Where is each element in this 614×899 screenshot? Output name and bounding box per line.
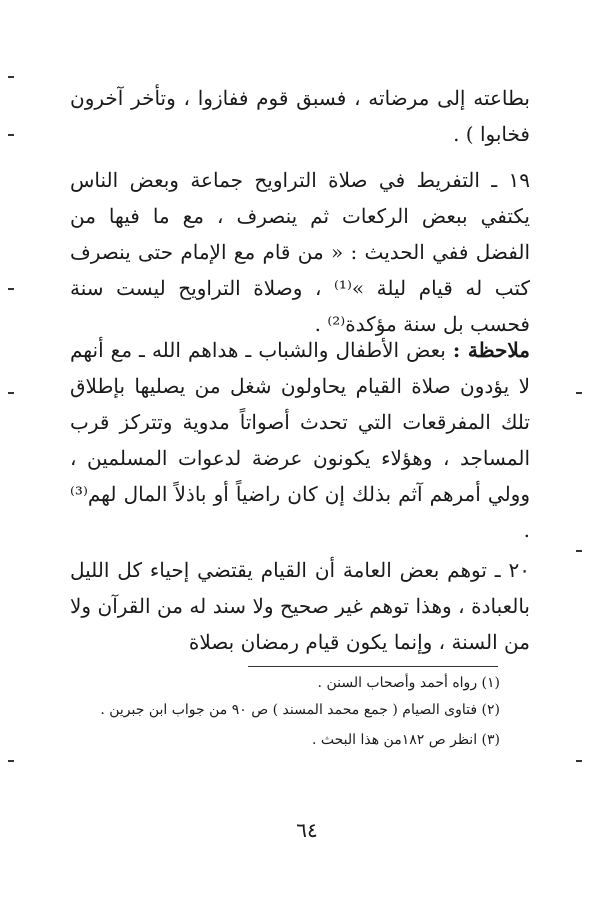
footnotes — [70, 670, 500, 754]
paragraph-item-19: ١٩ ـ التفريط في صلاة التراويح جماعة وبعض الناس يكتفي ببعض الركعات ثم ينصرف ، مع ما فيها من الفضل ففي الحديث : « من قام مع الإمام حتى ينصرف كتب له قيام ليلة »⁽¹⁾ ، وصلاة التراويح ليست سنة فحسب بل سنة مؤكدة⁽²⁾ . — [70, 168, 530, 336]
footnote-separator — [248, 666, 498, 667]
margin-mark — [8, 392, 14, 394]
paragraph-note — [70, 332, 530, 548]
footnote-3: (٣) انظر ص ١٨٢من هذا البحث . — [311, 732, 500, 748]
margin-mark — [576, 550, 582, 552]
margin-mark — [576, 392, 582, 394]
footnote-2: (٢) فتاوى الصيام ( جمع محمد المسند ) ص ٩٠ من جواب ابن جبرين . — [100, 702, 500, 718]
margin-mark — [8, 760, 14, 762]
page-number: ٦٤ — [296, 818, 318, 842]
margin-mark — [8, 134, 14, 136]
paragraph-continuation: بطاعته إلى مرضاته ، فسبق قوم ففازوا ، وتأخر آخرون فخابوا ) . — [70, 86, 530, 146]
margin-mark — [8, 76, 14, 78]
note-text: بعض الأطفال والشباب ـ هداهم الله ـ مع أنهم لا يؤدون صلاة القيام يحاولون شغل من يصليها بإطلاق تلك المفرقعات التي تحدث أصواتاً مدوية وتتركز قرب المساجد ، وهؤلاء يكونون عرضة لدعوات المسلمين ، وولي أمرهم آثم بذلك إن كان راضياً أو باذلاً المال لهم⁽³⁾ . — [70, 338, 530, 542]
footnote-1: (١) رواه أحمد وأصحاب السنن . — [317, 675, 500, 691]
margin-mark — [8, 288, 14, 290]
note-label: ملاحظة : — [452, 338, 530, 362]
margin-mark — [576, 760, 582, 762]
paragraph-item-20: ٢٠ ـ توهم بعض العامة أن القيام يقتضي إحياء كل الليل بالعبادة ، وهذا توهم غير صحيح ولا سند له من القرآن ولا من السنة ، وإنما يكون قيام رمضان بصلاة — [70, 558, 530, 654]
